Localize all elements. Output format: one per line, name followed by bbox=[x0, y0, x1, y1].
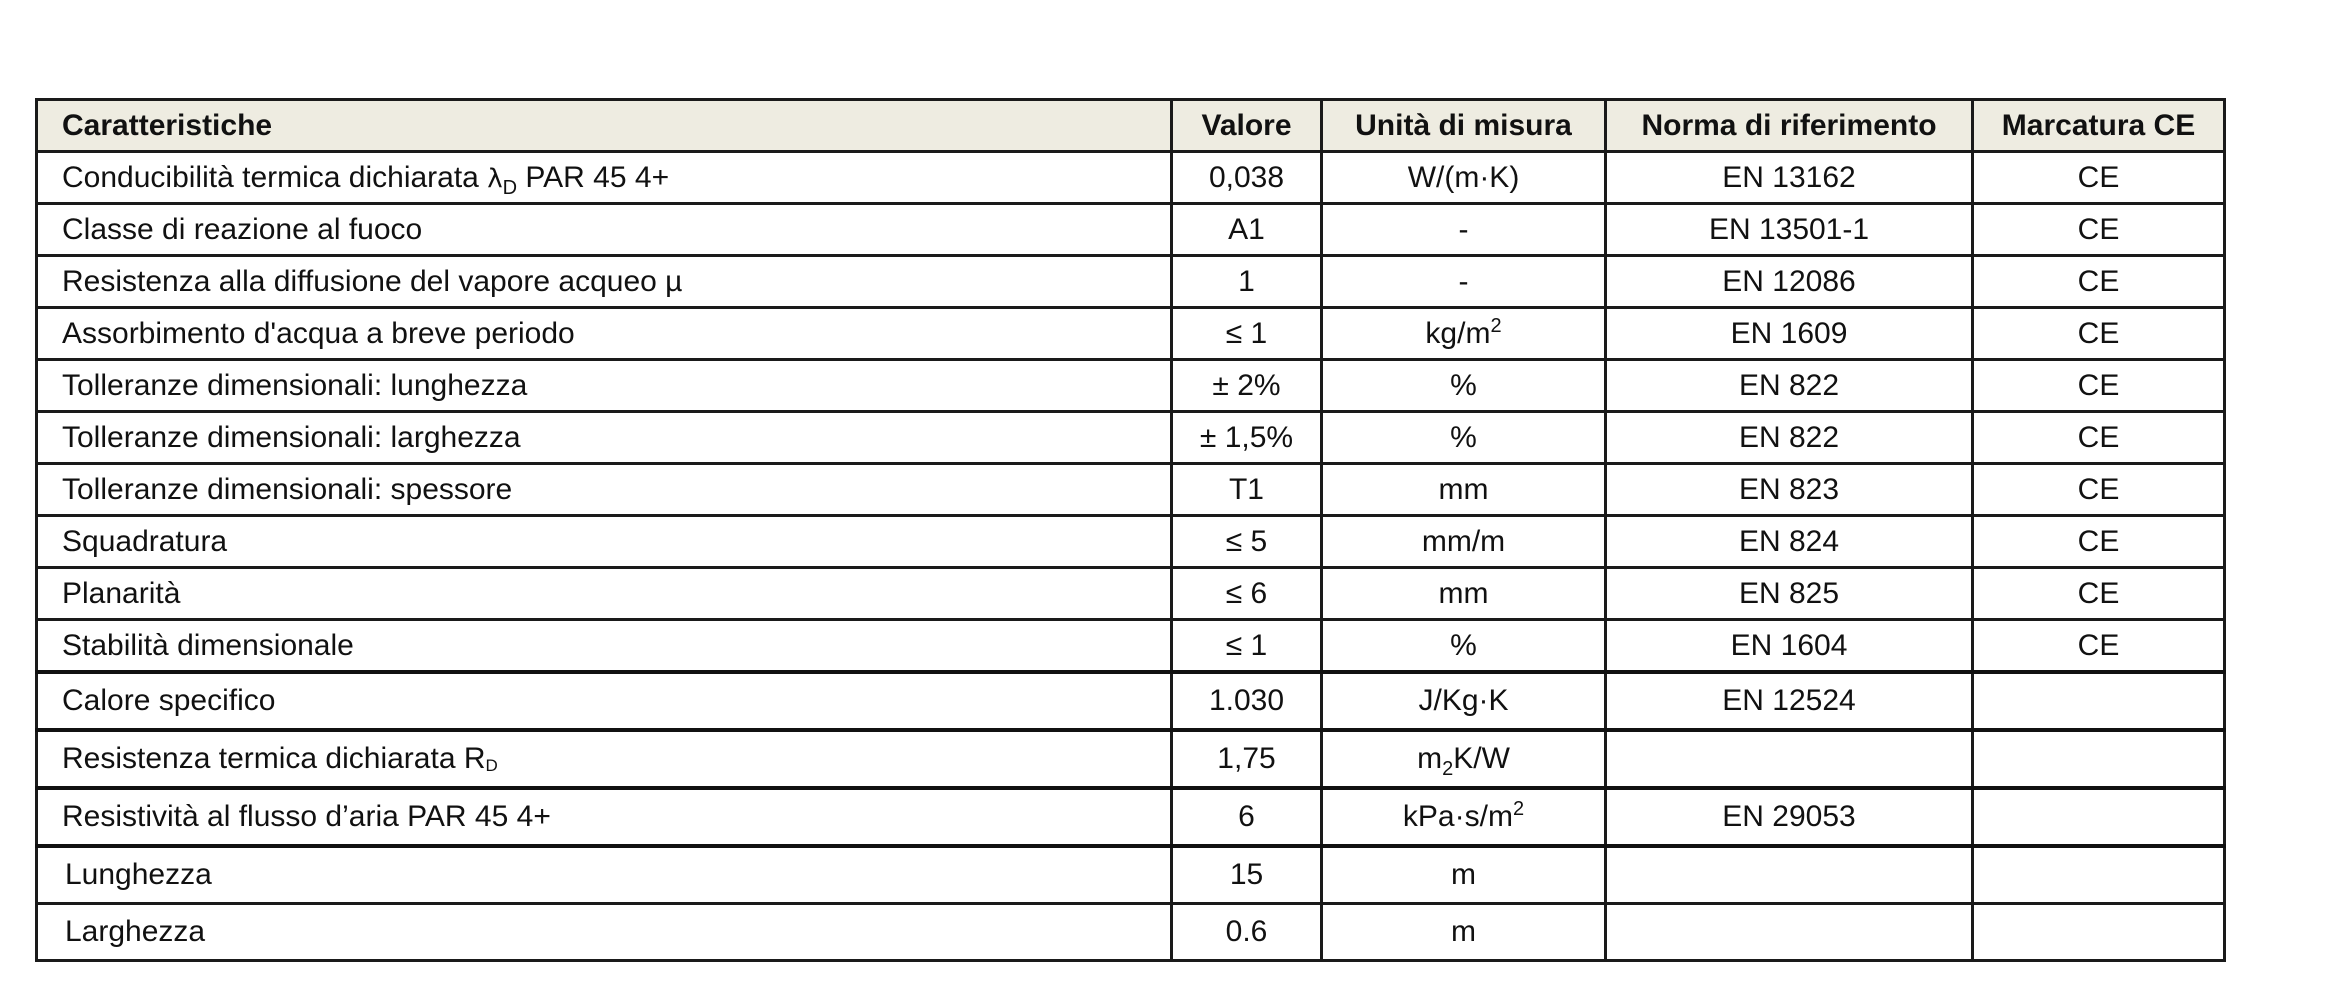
characteristic-text: Conducibilità termica dichiarata bbox=[62, 160, 488, 194]
characteristic-cell: Classe di reazione al fuoco bbox=[37, 204, 1172, 256]
standard-cell: EN 1604 bbox=[1606, 620, 1973, 673]
table-row bbox=[37, 568, 2225, 620]
unit-cell bbox=[1322, 308, 1606, 360]
unit-cell: W/(m·K) bbox=[1322, 152, 1606, 204]
standard-cell: EN 822 bbox=[1606, 412, 1973, 464]
value-cell: 1 bbox=[1172, 256, 1322, 308]
unit-superscript: 2 bbox=[1490, 314, 1502, 337]
table-row bbox=[37, 412, 2225, 464]
ce-cell: CE bbox=[1973, 516, 2225, 568]
header-ce-marking: Marcatura CE bbox=[1973, 100, 2225, 152]
table-row bbox=[37, 204, 2225, 256]
ce-cell: CE bbox=[1973, 568, 2225, 620]
unit-cell bbox=[1322, 730, 1606, 788]
unit-subscript: 2 bbox=[1442, 758, 1454, 780]
value-cell: ≤ 1 bbox=[1172, 308, 1322, 360]
characteristic-cell: Tolleranze dimensionali: larghezza bbox=[37, 412, 1172, 464]
characteristic-cell: Planarità bbox=[37, 568, 1172, 620]
value-cell: T1 bbox=[1172, 464, 1322, 516]
characteristic-cell: Calore specifico bbox=[37, 672, 1172, 730]
standard-cell: EN 823 bbox=[1606, 464, 1973, 516]
characteristic-cell: Resistività al flusso d’aria PAR 45 4+ bbox=[37, 788, 1172, 846]
standard-cell: EN 12086 bbox=[1606, 256, 1973, 308]
ce-cell: CE bbox=[1973, 360, 2225, 412]
unit-superscript: 2 bbox=[1512, 798, 1525, 820]
value-cell: ± 2% bbox=[1172, 360, 1322, 412]
standard-cell: EN 13162 bbox=[1606, 152, 1973, 204]
table-row bbox=[37, 788, 2225, 846]
unit-suffix: K/W bbox=[1453, 742, 1510, 775]
characteristic-cell: Tolleranze dimensionali: lunghezza bbox=[37, 360, 1172, 412]
unit-cell: m bbox=[1322, 904, 1606, 961]
table-row bbox=[37, 308, 2225, 360]
standard-cell bbox=[1606, 904, 1973, 961]
r-subscript: D bbox=[485, 756, 498, 775]
standard-cell bbox=[1606, 730, 1973, 788]
ce-cell: CE bbox=[1973, 464, 2225, 516]
value-cell: 1,75 bbox=[1172, 730, 1322, 788]
ce-cell: CE bbox=[1973, 620, 2225, 673]
table-row bbox=[37, 846, 2225, 904]
unit-cell: % bbox=[1322, 620, 1606, 673]
standard-cell: EN 29053 bbox=[1606, 788, 1973, 846]
unit-cell: mm/m bbox=[1322, 516, 1606, 568]
ce-cell bbox=[1973, 672, 2225, 730]
value-cell: 0.6 bbox=[1172, 904, 1322, 961]
unit-cell: J/Kg·K bbox=[1322, 672, 1606, 730]
unit-cell: % bbox=[1322, 412, 1606, 464]
characteristic-cell bbox=[37, 152, 1172, 204]
ce-cell bbox=[1973, 904, 2225, 961]
value-cell: ≤ 5 bbox=[1172, 516, 1322, 568]
table-row bbox=[37, 516, 2225, 568]
table-row bbox=[37, 152, 2225, 204]
lambda-subscript: D bbox=[502, 176, 518, 199]
table-row bbox=[37, 620, 2225, 673]
header-value: Valore bbox=[1172, 100, 1322, 152]
characteristic-cell bbox=[37, 730, 1172, 788]
standard-cell: EN 822 bbox=[1606, 360, 1973, 412]
table-row bbox=[37, 904, 2225, 961]
header-characteristics: Caratteristiche bbox=[37, 100, 1172, 152]
ce-cell: CE bbox=[1973, 308, 2225, 360]
header-unit: Unità di misura bbox=[1322, 100, 1606, 152]
characteristic-cell: Lunghezza bbox=[37, 846, 1172, 904]
unit-cell: m bbox=[1322, 846, 1606, 904]
standard-cell: EN 825 bbox=[1606, 568, 1973, 620]
standard-cell: EN 13501-1 bbox=[1606, 204, 1973, 256]
characteristic-suffix: PAR 45 4+ bbox=[517, 160, 670, 194]
standard-cell: EN 12524 bbox=[1606, 672, 1973, 730]
ce-cell bbox=[1973, 730, 2225, 788]
characteristic-cell: Larghezza bbox=[37, 904, 1172, 961]
unit-base: m bbox=[1417, 742, 1443, 775]
characteristic-cell: Resistenza alla diffusione del vapore acqueo µ bbox=[37, 256, 1172, 308]
ce-cell: CE bbox=[1973, 256, 2225, 308]
unit-base: kPa·s/m bbox=[1402, 800, 1513, 833]
unit-cell bbox=[1322, 788, 1606, 846]
value-cell: ≤ 6 bbox=[1172, 568, 1322, 620]
ce-cell: CE bbox=[1973, 204, 2225, 256]
value-cell: ± 1,5% bbox=[1172, 412, 1322, 464]
unit-cell: mm bbox=[1322, 568, 1606, 620]
table-header-row bbox=[37, 100, 2225, 152]
value-cell: 15 bbox=[1172, 846, 1322, 904]
characteristic-cell: Stabilità dimensionale bbox=[37, 620, 1172, 673]
characteristic-text: Resistenza termica dichiarata R bbox=[62, 742, 486, 775]
lambda-symbol: λ bbox=[487, 163, 503, 194]
value-cell: A1 bbox=[1172, 204, 1322, 256]
ce-cell: CE bbox=[1973, 152, 2225, 204]
value-cell: 0,038 bbox=[1172, 152, 1322, 204]
header-standard: Norma di riferimento bbox=[1606, 100, 1973, 152]
characteristic-cell: Tolleranze dimensionali: spessore bbox=[37, 464, 1172, 516]
table-row bbox=[37, 672, 2225, 730]
value-cell: ≤ 1 bbox=[1172, 620, 1322, 673]
unit-base: kg/m bbox=[1425, 316, 1491, 350]
specifications-table bbox=[35, 98, 2226, 962]
characteristic-cell: Squadratura bbox=[37, 516, 1172, 568]
table-row bbox=[37, 464, 2225, 516]
value-cell: 1.030 bbox=[1172, 672, 1322, 730]
ce-cell: CE bbox=[1973, 412, 2225, 464]
unit-cell: - bbox=[1322, 204, 1606, 256]
standard-cell: EN 824 bbox=[1606, 516, 1973, 568]
ce-cell bbox=[1973, 846, 2225, 904]
standard-cell: EN 1609 bbox=[1606, 308, 1973, 360]
table-row bbox=[37, 256, 2225, 308]
unit-cell: mm bbox=[1322, 464, 1606, 516]
table-row bbox=[37, 730, 2225, 788]
unit-cell: % bbox=[1322, 360, 1606, 412]
table-row bbox=[37, 360, 2225, 412]
ce-cell bbox=[1973, 788, 2225, 846]
standard-cell bbox=[1606, 846, 1973, 904]
value-cell: 6 bbox=[1172, 788, 1322, 846]
characteristic-cell: Assorbimento d'acqua a breve periodo bbox=[37, 308, 1172, 360]
unit-cell: - bbox=[1322, 256, 1606, 308]
